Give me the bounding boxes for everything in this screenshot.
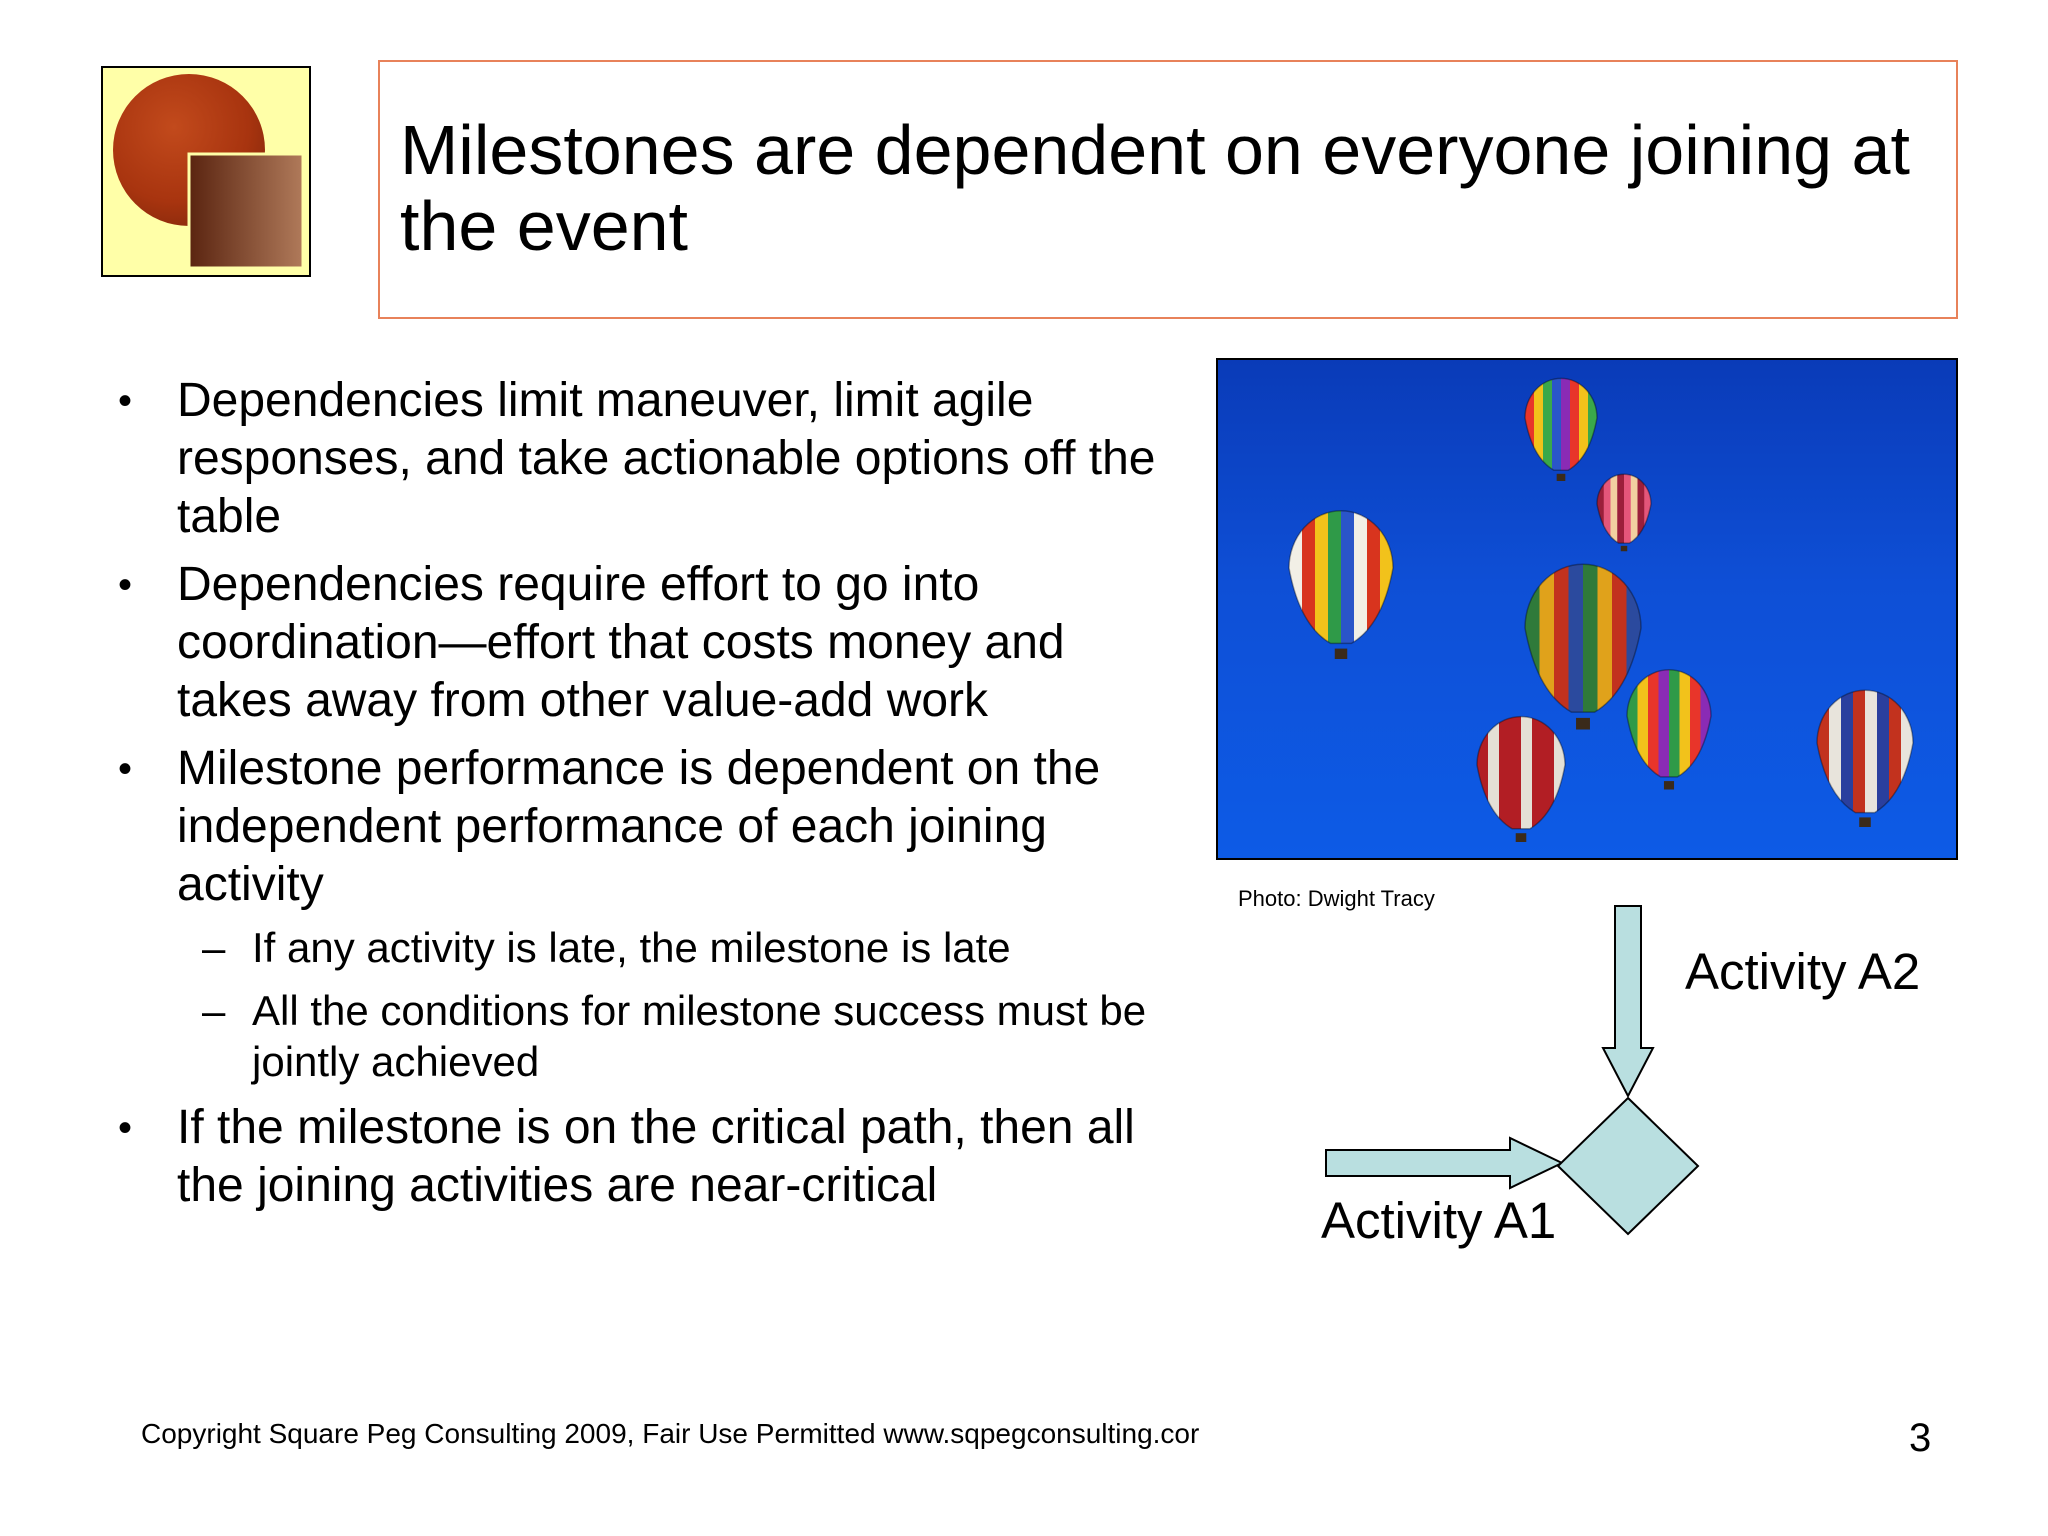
balloon	[1627, 666, 1712, 790]
sub-bullet-list	[177, 922, 1178, 1087]
balloon	[1525, 558, 1642, 729]
logo	[101, 66, 311, 277]
page-number: 3	[1909, 1416, 1932, 1460]
bullet-symbol: •	[118, 1106, 133, 1150]
bullet-text: Dependencies require effort to go into coordination—effort that costs money and takes away from other value-add work	[177, 558, 1065, 727]
sub-bullet-item	[177, 922, 1178, 973]
balloons-illustration	[1218, 360, 1956, 858]
bullet-item	[118, 372, 1178, 546]
photo-credit: Photo: Dwight Tracy	[1238, 886, 1435, 911]
balloon	[1525, 375, 1598, 481]
balloon	[1289, 506, 1394, 659]
sub-bullet-symbol: –	[202, 924, 226, 971]
sub-bullet-item	[177, 985, 1178, 1087]
balloons-photo	[1216, 358, 1958, 860]
sub-bullet-symbol: –	[202, 987, 226, 1034]
activity-a2-label: Activity A2	[1685, 943, 1921, 1000]
bullet-text: If the milestone is on the critical path, then all the joining activities are near-critical	[177, 1101, 1135, 1212]
activity-a1-label: Activity A1	[1321, 1192, 1557, 1249]
activity-a1-arrow	[1326, 1138, 1562, 1188]
footer-copyright: Copyright Square Peg Consulting 2009, Fair Use Permitted www.sqpegconsulting.cor	[141, 1418, 1200, 1449]
bullet-item	[118, 556, 1178, 730]
bullet-list	[118, 372, 1178, 1225]
slide-title: Milestones are dependent on everyone joining at the event	[400, 111, 1910, 265]
title-box	[378, 60, 1958, 319]
balloon	[1477, 712, 1566, 842]
bullet-symbol: •	[118, 563, 133, 607]
balloon	[1817, 685, 1914, 827]
logo-graphic	[103, 68, 309, 275]
bullet-text: Milestone performance is dependent on the independent performance of each joining activity	[177, 742, 1101, 911]
bullet-text: Dependencies limit maneuver, limit agile responses, and take actionable options off the table	[177, 374, 1156, 543]
milestone-diamond	[1558, 1098, 1698, 1234]
sub-bullet-text: If any activity is late, the milestone is late	[252, 924, 1011, 971]
bullet-item	[118, 740, 1178, 1087]
bullet-symbol: •	[118, 379, 133, 423]
bullet-item	[118, 1099, 1178, 1215]
sub-bullet-text: All the conditions for milestone success must be jointly achieved	[252, 987, 1147, 1085]
bullet-symbol: •	[118, 747, 133, 791]
activity-a2-arrow	[1603, 906, 1653, 1096]
balloon	[1597, 472, 1652, 552]
